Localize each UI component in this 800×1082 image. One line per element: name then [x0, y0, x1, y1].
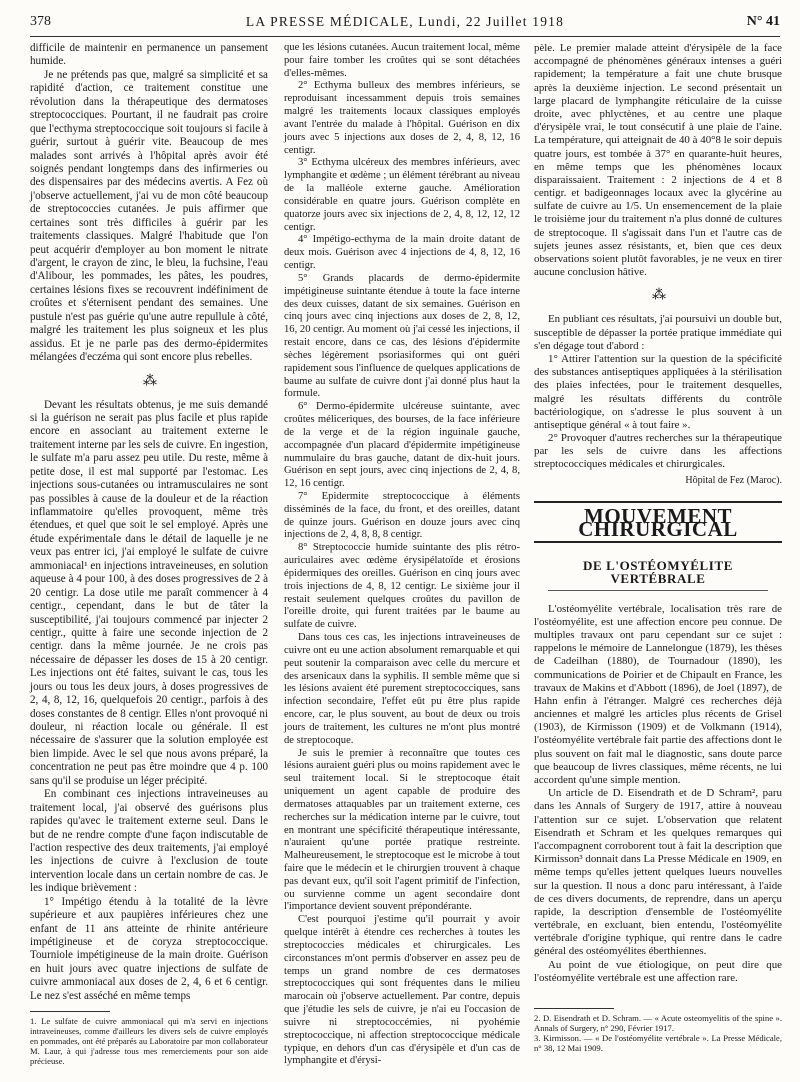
paragraph: difficile de maintenir en permanence un pansement humide.	[30, 42, 268, 68]
paragraph: C'est pourquoi j'estime qu'il pourrait y avoir quelque intérêt à étendre ces recherches à toutes les streptococcies médicales et chirurgicales. Les circonstances m'ont permis d'observer en assez peu de temps un grand nombre de ces dermatoses streptococciques qui sont fréquentes dans le milieu marocain où j'observe actuellement. Par contre, depuis que j'étudie les sels de cuivre, je n'ai eu l'occasion de suivre ni streptococcémies, ni pyohémie streptococcique, ni affection streptococcique médicale typique, en dehors d'un cas d'érysipèle et d'un cas de lymphangite et d'érysi-	[284, 914, 520, 1067]
column-2	[284, 42, 520, 1068]
case-item: 2° Ecthyma bulleux des membres inférieurs, se reproduisant incessamment depuis trois semaines malgré les traitements locaux classiques employés avant l'entrée du malade à l'hôpital. Guérison en dix jours avec 5 injections aux doses de 2, 4, 8, 12, 16 centigr.	[284, 80, 520, 156]
paragraph: Au point de vue étiologique, on peut dire que l'ostéomyélite vertébrale est une affection rare.	[534, 958, 782, 984]
section-heading: MOUVEMENT CHIRURGICAL	[534, 501, 782, 543]
issue-number: N° 41	[746, 14, 780, 29]
paragraph: Devant les résultats obtenus, je me suis demandé si la guérison ne serait pas plus facile et plus rapide encore en associant au traitement externe le traitement interne par les sels de cuivre. En ingestion, le sulfate m'a paru assez peu utile. Du reste, même à petite dose, il est mal supporté par l'estomac. Les injections sous-cutanées ou intramusculaires ne sont pas possibles à cause de la douleur et de la réaction inflammatoire qu'elles provoquent, même très étendues, et quel que soit le sel employé. Après une étude expérimentale dans le détail de laquelle je ne veux pas entrer ici, j'ai employé le sulfate de cuivre ammoniacal¹ en injections intraveineuses, en solution aqueuse à 4 pour 100, à des doses progressives de 2 à 20 centigr. La dose utile me paraît commencer à 4 centigr., cependant, dans le but de tâter la susceptibilité, j'ai toujours commencé par injecter 2 centigr., quitte à faire une seconde injection de 2 centigr. dans la même journée. Je ne crois pas nécessaire de dépasser les doses de 15 à 20 centigr. Les injections ont été faites, suivant le cas, tous les jours ou tous les deux jours, à doses progressives de 2, 4, 8, 12, 16, quelquefois 20 centigr., parfois à des doses constantes de 8 centigr. Elles n'ont provoqué ni douleur, ni réaction locale ou générale. Il est nécessaire de s'assurer que la solution employée est bien limpide. Avec le sel que nous avons préparé, la concentration ne peut pas être moindre que 4 p. 100 sans qu'il se produise un léger précipité.	[30, 398, 268, 787]
case-item: 8° Streptococcie humide suintante des plis rétro-auriculaires avec œdème érysipélatoïde et érosions épidermiques des oreilles. Guérison en cinq jours avec trois injections de 4, 8, 12 centigr. Le sixième jour il restait seulement quelques croûtes du pavillon de l'oreille droite, qui furent traitées par le baume au sulfate de cuivre.	[284, 542, 520, 631]
author-affiliation: Hôpital de Fez (Maroc).	[685, 474, 782, 486]
footnote-rule	[30, 1011, 110, 1012]
section-separator: ⁂	[652, 288, 664, 304]
paragraph: que les lésions cutanées. Aucun traitement local, même pour faire tomber les croûtes qui se sont détachées d'elles-mêmes.	[284, 42, 520, 79]
footnote: 1. Le sulfate de cuivre ammoniacal qui m'a servi en injections intraveineuses, comme d'ailleurs les divers sels de cuivre employés en pommades, ont été préparés au Laboratoire par mon collaborateur M. Laur, à qui j'adresse tous mes remerciements pour son aide précieuse.	[30, 1016, 268, 1067]
paragraph: L'ostéomyélite vertébrale, localisation très rare de l'ostéomyélite, est une affection encore peu connue. De multiples travaux ont paru cependant sur ce sujet : rappelons le mémoire de Lannelongue (1879), les thèses de Cadeilhan (1880), de Tournadour (1890), les communications de Poirier et de Chipault en France, les travaux de Makins et d'Abbott (1896), de Joel (1897), de Hahn enfin à l'étranger. Malgré ces recherches déjà anciennes et malgré les articles plus récents de Grisel (1903), de Kirmisson (1909) et de Volkmann (1914), l'ostéomyélite vertébrale fait partie des affections dont le plus souvent on fait mal le diagnostic, sans doute parce que beaucoup de livres classiques, même récents, ne lui accordent qu'une simple mention.	[534, 602, 782, 786]
paragraph: 2° Provoquer d'autres recherches sur la thérapeutique par les sels de cuivre dans les affections streptococciques médicales et chirurgicales.	[534, 432, 782, 471]
case-item: 4° Impétigo-ecthyma de la main droite datant de deux mois. Guérison avec 4 injections de 4, 8, 12, 16 centigr.	[284, 234, 520, 272]
running-header	[30, 14, 780, 34]
footnotes	[30, 1016, 268, 1066]
paragraph: 1° Impétigo étendu à la totalité de la lèvre supérieure et aux paupières inférieures chez une enfant de 11 ans atteinte de rhinite antérieure impétigineuse et de coryza streptococcique. Tourniole impétigineuse de la main droite. Guérison en huit jours avec quatre injections de sulfate de cuivre ammoniacal aux doses de 2, 4, 6 et 6 centigr. Le nez s'est asséché en même temps	[30, 895, 268, 1002]
paragraph: En combinant ces injections intraveineuses au traitement local, j'ai observé des guérisons plus rapides qu'avec le traitement externe seul. Dans le but de ne rendre compte d'une façon indiscutable de l'action respective des deux traitements, j'ai employé les injections de cuivre à l'exclusion de toute intervention locale dans un certain nombre de cas. Je les indique brièvement :	[30, 788, 268, 895]
paragraph: Un article de D. Eisendrath et de D Schram², paru dans les Annals of Surgery de 1917, attire à nouveau l'attention sur ce sujet. L'observation que relatent Eisendrath et Schram et les quelques remarques qui l'accompagnent corroborent tout à fait la description que Kirmisson³ donnait dans La Presse Médicale en 1909, en même temps qu'elles jettent quelques lueurs nouvelles sur la question. Il nous a donc paru intéressant, à l'aide de ces divers documents, de reprendre, dans un aperçu rapide, la description d'ensemble de l'ostéomyélite vertébrale, en excluant, bien entendu, l'ostéomyélite vertébrale d'origine typhique, qui rentre dans le cadre général des ostéomyélites éberthiennes.	[534, 787, 782, 958]
footnote: 2. D. Eisendrath et D. Schram. — « Acute osteomyelitis of the spine ». Annals of Surgery, n° 290, Février 1917.	[534, 1013, 782, 1033]
paragraph: Je suis le premier à reconnaître que toutes ces lésions auraient guéri plus ou moins rapidement avec le seul traitement local. Si le streptocoque était uniquement un agent capable de produire des dermatoses attaquables par un traitement externe, ces recherches sur la médication interne par le cuivre, tout en montrant une spécificité thérapeutique intéressante, n'auraient qu'une portée pratique restreinte. Malheureusement, le streptocoque est le microbe à tout faire que le médecin et le chirurgien trouvent à chaque pas devant eux, qu'il soit l'agent primitif de l'infection, ou survienne comme un agent secondaire dont l'importance devient souvent prépondérante.	[284, 747, 520, 913]
footnote: 3. Kirmisson. — « De l'ostéomyélite vertébrale ». La Presse Médicale, n° 38, 12 Mai 1909.	[534, 1033, 782, 1053]
article-title: DE L'OSTÉOMYÉLITE VERTÉBRALE	[548, 559, 768, 590]
column-1	[30, 42, 268, 1066]
section-separator: ⁂	[143, 373, 155, 389]
paragraph: pèle. Le premier malade atteint d'érysipèle de la face accompagné de phénomènes généraux intenses a guéri rapidement; la température a fait une chute brusque après la deuxième injection. Le second présentait un large placard de lymphangite réticulaire de la cuisse droite, avec phlyctènes, et au centre une plaque d'érysipèle vrai, le tout consécutif à une plaie de l'aine. La température, qui atteignait de 40 à 40°8 le soir depuis quatre jours, est tombée à 37° en quarante-huit heures, en même temps que les phénomènes locaux disparaissaient. Traitement : 2 injections de 4 et 8 centigr. et badigeonnages locaux avec la glycérine au sulfate de cuivre au 1/5. Un ensemencement de la plaie le troisième jour du traitement n'a plus donné de cultures de streptocoque. Il s'agissait dans l'un et l'autre cas de sujets jeunes assez résistants, et, bien que ces deux observations soient plutôt favorables, je ne veux en tirer aucune conclusion hâtive.	[534, 42, 782, 279]
paragraph: En publiant ces résultats, j'ai poursuivi un double but, susceptible de dépasser la portée pratique immédiate qui s'en dégage tout d'abord :	[534, 313, 782, 352]
paragraph: Dans tous ces cas, les injections intraveineuses de cuivre ont eu une action absolument remarquable et qui peut soutenir la comparaison avec celle du mercure et des arsenicaux dans la syphilis. Il semble même que si les lésions avaient été purement streptococciques, sans infection secondaire, l'effet eût pu être plus rapide encore, car, le plus souvent, au bout de deux ou trois jours de traitement, les cultures ne m'ont plus montré de streptocoque.	[284, 632, 520, 746]
paragraph: Je ne prétends pas que, malgré sa simplicité et sa rapidité d'action, ce traitement constitue une révolution dans la thérapeutique des dermatoses streptococciques. Pourtant, il ne faudrait pas croire que l'ecthyma streptococcique soit toujours si facile à guérir, surtout à guérir vite. Beaucoup de mes malades sont arrivés à l'hôpital après avoir été soignés pendant longtemps dans des infirmeries ou des dispensaires par des médecins avertis. A Fez où j'observe actuellement, j'ai vu de mon côté beaucoup de streptococcies cutanées. Je puis affirmer que certaines sont très difficiles à guérir par les traitements classiques. Malgré l'habitude que l'on peut acquérir d'employer au bon moment le nitrate d'argent, le crayon de zinc, le bleu, la fuchsine, l'eau d'Alibour, les pommades, les pâtes, les poudres, certaines lésions fixes se recouvrent indéfiniment de croûtes et s'éternisent pendant des semaines. Une pustule n'est pas guérie qu'une autre repullule à côté, malgré les traitement les plus soigneux et les plus assidus. Et je ne parle pas des dermo-épidermites mélangées d'eczéma qui sont encore plus rebelles.	[30, 68, 268, 364]
column-3-footnotes	[534, 1000, 782, 1053]
page-number: 378	[30, 14, 51, 29]
column-3	[534, 42, 782, 985]
case-item: 3° Ecthyma ulcéreux des membres inférieurs, avec lymphangite et œdème ; un élément térébrant au niveau de la malléole externe gauche. Amélioration considérable en quatre jours. Guérison complète en quatorze jours avec six injections de 2, 4, 8, 12, 12, 12 centigr.	[284, 157, 520, 233]
case-item: 7° Epidermite streptococcique à éléments disséminés de la face, du front, et des oreilles, datant de quinze jours. Guérison en douze jours avec cinq injections de 2, 4, 8, 8, 8 centigr.	[284, 490, 520, 541]
journal-title-date: LA PRESSE MÉDICALE, Lundi, 22 Juillet 1918	[245, 14, 565, 29]
case-item: 5° Grands placards de dermo-épidermite impétigineuse suintante étendue à toute la face interne des deux cuisses, datant de six semaines. Guérison en cinq jours avec cinq injections aux doses de 2, 8, 12, 16, 20 centigr. Au moment où j'ai cessé les injections, il restait encore, dans ce cas, des lésions d'épidermite sèches légèrement psoriasiformes qui ont guéri rapidement sous l'influence de quelques applications de baume au sulfate de cuivre dont j'ai donné plus haut la formule.	[284, 272, 520, 400]
case-item: 6° Dermo-épidermite ulcéreuse suintante, avec croûtes méliceriques, des bourses, de la face inférieure de la verge et de la région inguinale gauche, accompagnée d'un placard d'épidermite impétigineuse nummulaire du bras gauche, datant de dix-huit jours. Guérison en sept jours, avec cinq injections de 2, 4, 8, 12, 16 centigr.	[284, 401, 520, 490]
header-rule	[30, 36, 780, 37]
paragraph: 1° Attirer l'attention sur la question de la spécificité des substances antiseptiques appliquées à la stérilisation des plaies infectées, pour le traitement desquelles, malgré les résultats différents du contrôle bactériologique, on s'adresse le plus souvent à un antiseptique général « à tout faire ».	[534, 352, 782, 431]
footnote-rule	[534, 1008, 614, 1009]
